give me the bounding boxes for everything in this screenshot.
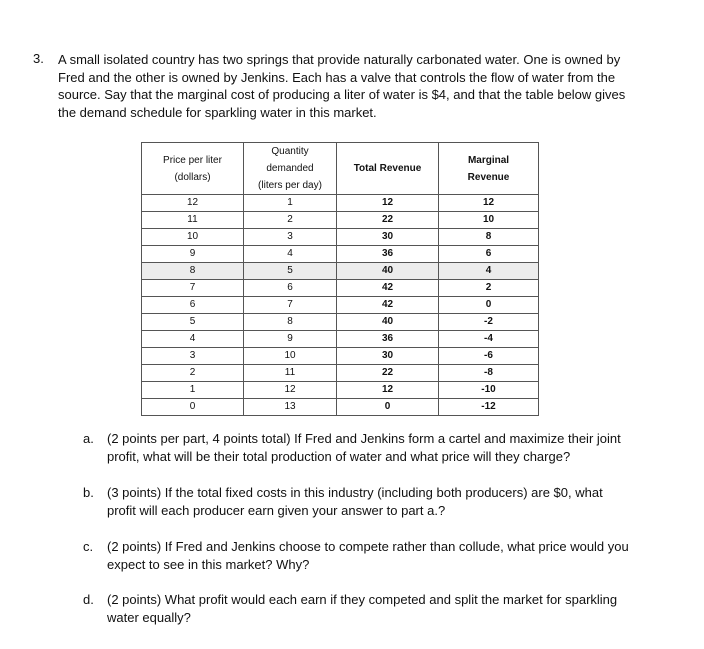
- header-line: demanded: [266, 163, 314, 174]
- quantity-cell: 3: [244, 229, 337, 246]
- price-cell: 7: [142, 280, 244, 297]
- marginal-revenue-cell: 8: [439, 229, 539, 246]
- price-cell: 4: [142, 331, 244, 348]
- quantity-cell: 6: [244, 280, 337, 297]
- header-line: Revenue: [467, 171, 510, 183]
- part-line: water equally?: [107, 609, 191, 625]
- quantity-header: [244, 143, 337, 195]
- part-c: [83, 538, 673, 573]
- quantity-cell: 13: [244, 399, 337, 416]
- total-revenue-cell: 12: [337, 195, 439, 212]
- price-cell: 12: [142, 195, 244, 212]
- quantity-cell: 8: [244, 314, 337, 331]
- part-letter: b.: [83, 485, 94, 500]
- quantity-cell: 2: [244, 212, 337, 229]
- marginal-revenue-header: [439, 143, 539, 195]
- total-revenue-cell: 40: [337, 263, 439, 280]
- header-line: Price per liter: [163, 154, 222, 166]
- quantity-cell: 4: [244, 246, 337, 263]
- header-line: Quantity: [271, 146, 309, 157]
- marginal-revenue-cell: -6: [439, 348, 539, 365]
- price-cell: 5: [142, 314, 244, 331]
- question-line: source. Say that the marginal cost of producing a liter of water is $4, and that the table below gives: [58, 87, 626, 102]
- price-cell: 1: [142, 382, 244, 399]
- part-d: [83, 591, 673, 626]
- table-body: [142, 195, 539, 416]
- table-row: [142, 263, 539, 280]
- quantity-cell: 11: [244, 365, 337, 382]
- total-revenue-cell: 22: [337, 365, 439, 382]
- quantity-cell: 7: [244, 297, 337, 314]
- total-revenue-cell: 0: [337, 399, 439, 416]
- price-cell: 6: [142, 297, 244, 314]
- price-cell: 0: [142, 399, 244, 416]
- table-row: [142, 229, 539, 246]
- price-cell: 3: [142, 348, 244, 365]
- quantity-cell: 9: [244, 331, 337, 348]
- total-revenue-cell: 36: [337, 246, 439, 263]
- part-line: profit, what will be their total production of water and what price will they charge?: [107, 448, 571, 464]
- table-header-row: [142, 143, 539, 195]
- header-line: (liters per day): [258, 180, 322, 191]
- quantity-cell: 10: [244, 348, 337, 365]
- price-header: [142, 143, 244, 195]
- table-row: [142, 365, 539, 382]
- quantity-cell: 12: [244, 382, 337, 399]
- part-line: (2 points) What profit would each earn if they competed and split the market for sparkling: [107, 592, 618, 607]
- part-a: [83, 430, 673, 465]
- total-revenue-cell: 22: [337, 212, 439, 229]
- question-line: A small isolated country has two springs that provide naturally carbonated water. One is owned by: [58, 52, 621, 67]
- marginal-revenue-cell: 12: [439, 195, 539, 212]
- total-revenue-cell: 12: [337, 382, 439, 399]
- header-line: (dollars): [174, 171, 211, 183]
- marginal-revenue-cell: 2: [439, 280, 539, 297]
- marginal-revenue-cell: -2: [439, 314, 539, 331]
- part-letter: d.: [83, 592, 94, 607]
- question-line: the demand schedule for sparkling water in this market.: [58, 104, 377, 120]
- table-row: [142, 382, 539, 399]
- table-row: [142, 314, 539, 331]
- marginal-revenue-cell: -4: [439, 331, 539, 348]
- price-cell: 11: [142, 212, 244, 229]
- marginal-revenue-cell: 6: [439, 246, 539, 263]
- marginal-revenue-cell: 4: [439, 263, 539, 280]
- part-letter: c.: [83, 539, 94, 554]
- total-revenue-cell: 30: [337, 229, 439, 246]
- header-line: Total Revenue: [353, 163, 422, 174]
- table-row: [142, 246, 539, 263]
- table-row: [142, 280, 539, 297]
- marginal-revenue-cell: 10: [439, 212, 539, 229]
- total-revenue-cell: 42: [337, 280, 439, 297]
- total-revenue-cell: 36: [337, 331, 439, 348]
- marginal-revenue-cell: -8: [439, 365, 539, 382]
- question-prompt: [58, 51, 668, 121]
- marginal-revenue-cell: -10: [439, 382, 539, 399]
- marginal-revenue-cell: -12: [439, 399, 539, 416]
- table-row: [142, 331, 539, 348]
- marginal-revenue-cell: 0: [439, 297, 539, 314]
- part-line: (3 points) If the total fixed costs in this industry (including both producers) are $0, what: [107, 485, 603, 500]
- table-row: [142, 348, 539, 365]
- price-cell: 9: [142, 246, 244, 263]
- part-line: (2 points per part, 4 points total) If Fred and Jenkins form a cartel and maximize their joint: [107, 431, 621, 446]
- part-letter: a.: [83, 431, 94, 446]
- table-row: [142, 195, 539, 212]
- part-line: expect to see in this market? Why?: [107, 556, 310, 572]
- table-row: [142, 297, 539, 314]
- total-revenue-header: [337, 143, 439, 195]
- price-cell: 2: [142, 365, 244, 382]
- part-line: profit will each producer earn given your answer to part a.?: [107, 502, 446, 518]
- total-revenue-cell: 40: [337, 314, 439, 331]
- question-number: 3.: [33, 51, 44, 66]
- demand-schedule-table: [141, 142, 539, 416]
- table-row: [142, 399, 539, 416]
- price-cell: 10: [142, 229, 244, 246]
- part-b: [83, 484, 673, 519]
- quantity-cell: 1: [244, 195, 337, 212]
- table-row: [142, 212, 539, 229]
- question-line: Fred and the other is owned by Jenkins. Each has a valve that controls the flow of water from the: [58, 69, 616, 85]
- total-revenue-cell: 30: [337, 348, 439, 365]
- header-line: Marginal: [467, 154, 510, 166]
- quantity-cell: 5: [244, 263, 337, 280]
- total-revenue-cell: 42: [337, 297, 439, 314]
- part-line: (2 points) If Fred and Jenkins choose to compete rather than collude, what price would you: [107, 539, 629, 554]
- price-cell: 8: [142, 263, 244, 280]
